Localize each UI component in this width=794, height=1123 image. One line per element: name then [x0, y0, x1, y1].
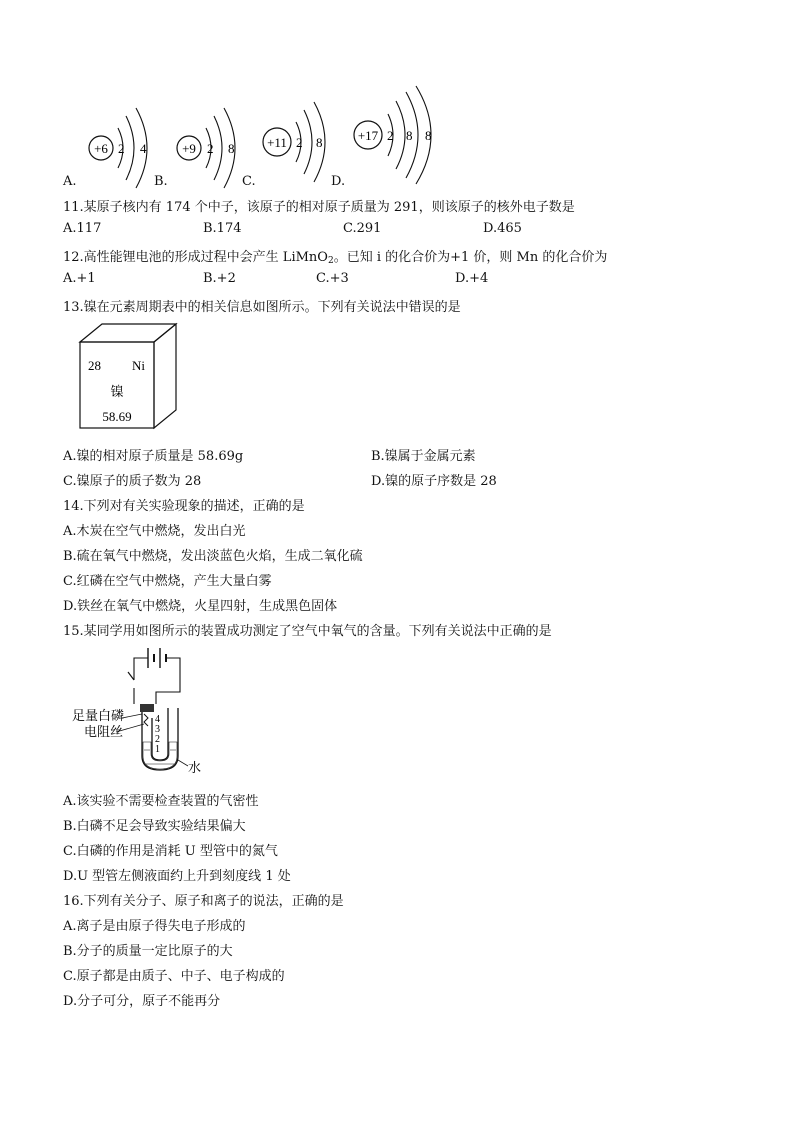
atom-b-nucleus: +9 — [182, 141, 196, 156]
atom-b-shell-2: 8 — [228, 141, 235, 156]
atom-d-shell-2: 8 — [406, 128, 413, 143]
atom-a-shell-1: 2 — [118, 141, 125, 156]
q16-option-b: B.分子的质量一定比原子的大 — [63, 944, 233, 959]
q13-option-a: A.镍的相对原子质量是 58.69g — [63, 449, 244, 464]
atom-b-label: B. — [154, 174, 168, 189]
scale-1: 1 — [155, 744, 160, 755]
element-symbol: Ni — [132, 358, 145, 373]
atom-d-label: D. — [331, 174, 346, 189]
q14-option-c: C.红磷在空气中燃烧，产生大量白雾 — [63, 574, 272, 589]
battery-icon — [148, 648, 166, 668]
q12-option-a: A.+1 — [63, 271, 96, 286]
atom-d — [354, 86, 432, 184]
q16-stem: 16.下列有关分子、原子和离子的说法，正确的是 — [63, 894, 344, 909]
atom-c — [263, 102, 325, 182]
q14-option-b: B.硫在氧气中燃烧，发出淡蓝色火焰，生成二氧化硫 — [63, 549, 363, 564]
q15-option-c: C.白磷的作用是消耗 U 型管中的氮气 — [63, 844, 278, 859]
q12-stem-sub: 2 — [327, 256, 334, 266]
atom-c-label: C. — [242, 174, 256, 189]
q14-stem: 14.下列对有关实验现象的描述，正确的是 — [63, 499, 305, 514]
label-water: 水 — [188, 760, 202, 775]
atom-b-shell-1: 2 — [207, 141, 214, 156]
q11-stem: 11.某原子核内有 174 个中子，该原子的相对原子质量为 291，则该原子的核外电子数是 — [63, 200, 575, 215]
q15-option-d: D.U 型管左侧液面约上升到刻度线 1 处 — [63, 869, 291, 884]
atom-d-shell-3: 8 — [425, 128, 432, 143]
scale-2: 2 — [155, 734, 160, 745]
label-wire: 电阻丝 — [84, 724, 124, 739]
q12-option-d: D.+4 — [455, 271, 489, 286]
q13-option-d: D.镍的原子序数是 28 — [371, 474, 497, 489]
atom-a — [89, 108, 147, 188]
atom-b — [177, 108, 235, 188]
q15-stem: 15.某同学用如图所示的装置成功测定了空气中氧气的含量。下列有关说法中正确的是 — [63, 624, 552, 639]
q12-stem — [63, 246, 607, 266]
element-mass: 58.69 — [102, 409, 132, 424]
label-phosphorus: 足量白磷 — [72, 708, 125, 723]
atom-a-nucleus: +6 — [94, 141, 108, 156]
q14-option-a: A.木炭在空气中燃烧，发出白光 — [63, 524, 246, 539]
q12-option-c: C.+3 — [316, 271, 349, 286]
atom-diagrams — [0, 0, 794, 200]
atom-c-nucleus: +11 — [267, 135, 287, 150]
scale-4: 4 — [155, 714, 160, 725]
element-name: 镍 — [110, 384, 124, 399]
element-tile — [72, 318, 192, 438]
q16-option-c: C.原子都是由质子、中子、电子构成的 — [63, 969, 285, 984]
q12-stem-pre: 12.高性能锂电池的形成过程中会产生 LiMnO — [63, 250, 328, 265]
q11-option-d: D.465 — [483, 221, 522, 236]
element-number: 28 — [88, 358, 101, 373]
q14-option-d: D.铁丝在氧气中燃烧，火星四射，生成黑色固体 — [63, 599, 338, 614]
q13-stem: 13.镍在元素周期表中的相关信息如图所示。下列有关说法中错误的是 — [63, 300, 461, 315]
q11-option-a: A.117 — [63, 221, 102, 236]
q13-option-c: C.镍原子的质子数为 28 — [63, 474, 202, 489]
atom-d-nucleus: +17 — [357, 128, 379, 143]
atom-a-shell-2: 4 — [140, 141, 147, 156]
atom-d-shell-1: 2 — [387, 128, 394, 143]
q11-option-b: B.174 — [203, 221, 242, 236]
q12-option-b: B.+2 — [203, 271, 236, 286]
switch-icon — [128, 672, 134, 704]
atom-a-label: A. — [63, 174, 77, 189]
u-tube-apparatus — [70, 642, 220, 782]
scale-3: 3 — [155, 724, 160, 735]
atom-c-shell-1: 2 — [296, 135, 303, 150]
atom-c-shell-2: 8 — [316, 135, 323, 150]
q16-option-a: A.离子是由原子得失电子形成的 — [63, 919, 246, 934]
q15-option-b: B.白磷不足会导致实验结果偏大 — [63, 819, 246, 834]
q11-option-c: C.291 — [343, 221, 382, 236]
q15-option-a: A.该实验不需要检查装置的气密性 — [63, 794, 259, 809]
q16-option-d: D.分子可分，原子不能再分 — [63, 994, 221, 1009]
q12-stem-post: 。已知 i 的化合价为+1 价，则 Mn 的化合价为 — [333, 250, 608, 265]
q13-option-b: B.镍属于金属元素 — [371, 449, 476, 464]
